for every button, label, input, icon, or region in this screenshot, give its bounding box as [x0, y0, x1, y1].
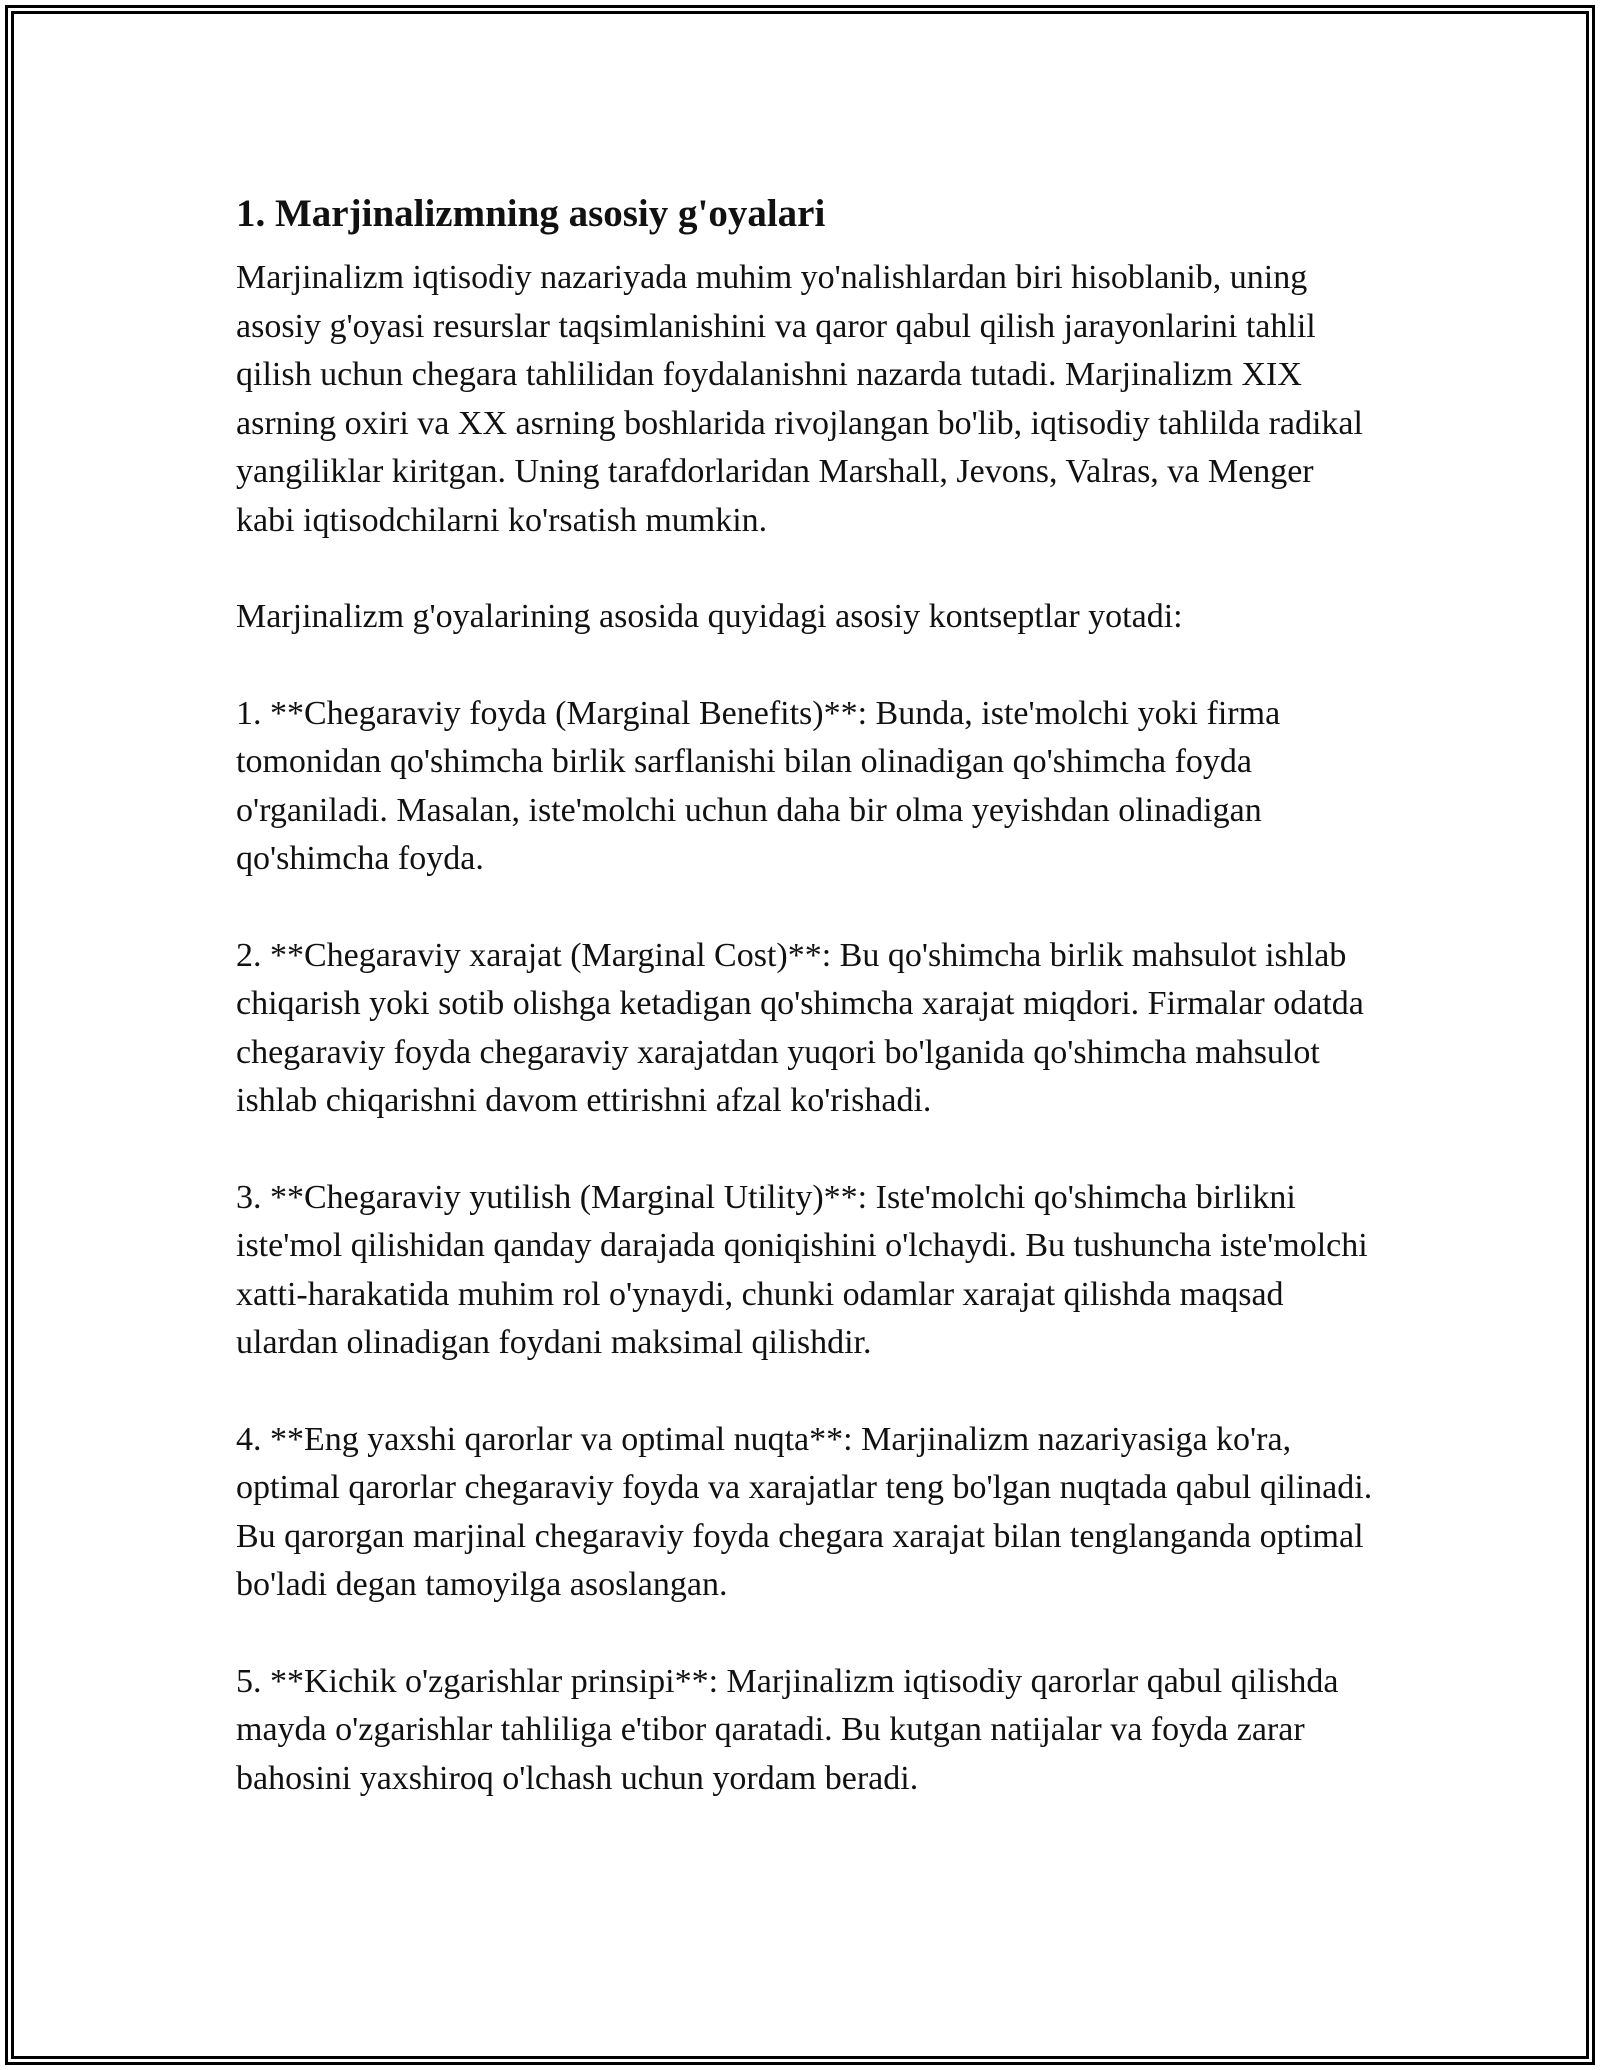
document-body [236, 186, 1376, 1851]
concept-small-changes: 5. **Kichik o'zgarishlar prinsipi**: Marjinalizm iqtisodiy qarorlar qabul qilishda mayda o'zgarishlar tahliliga e'tibor qaratadi. Bu kutgan natijalar va foyda zarar bahosini yaxshiroq o'lchash uchun yordam beradi. [236, 1662, 1339, 1797]
concept-optimal-point: 4. **Eng yaxshi qarorlar va optimal nuqta**: Marjinalizm nazariyasiga ko'ra, optimal qarorlar chegaraviy foyda va xarajatlar teng bo'lgan nuqtada qabul qilinadi. Bu qarorgan marjinal chegaraviy foyda chegara xarajat bilan tenglanganda optimal bo'ladi degan tamoyilga asoslangan. [236, 1420, 1373, 1603]
concept-marginal-utility: 3. **Chegaraviy yutilish (Marginal Utility)**: Iste'molchi qo'shimcha birlikni iste'mol qilishidan qanday darajada qoniqishini o'lchaydi. Bu tushuncha iste'molchi xatti-harakatida muhim rol o'ynaydi, chunki odamlar xarajat qilishda maqsad ulardan olinadigan foydani maksimal qilishdir. [236, 1178, 1368, 1361]
concept-marginal-cost: 2. **Chegaraviy xarajat (Marginal Cost)**: Bu qo'shimcha birlik mahsulot ishlab chiqarish yoki sotib olishga ketadigan qo'shimcha xarajat miqdori. Firmalar odatda chegaraviy foyda chegaraviy xarajatdan yuqori bo'lganida qo'shimcha mahsulot ishlab chiqarishni davom ettirishni afzal ko'rishadi. [236, 936, 1364, 1119]
concept-marginal-benefits: 1. **Chegaraviy foyda (Marginal Benefits)**: Bunda, iste'molchi yoki firma tomonidan qo'shimcha birlik sarflanishi bilan olinadigan qo'shimcha foyda o'rganiladi. Masalan, iste'molchi uchun daha bir olma yeyishdan olinadigan qo'shimcha foyda. [236, 694, 1281, 877]
concepts-lead-paragraph: Marjinalizm g'oyalarining asosida quyidagi asosiy kontseptlar yotadi: [236, 598, 1183, 635]
section-heading: 1. Marjinalizmning asosiy g'oyalari [236, 192, 826, 235]
intro-paragraph: Marjinalizm iqtisodiy nazariyada muhim yo'nalishlardan biri hisoblanib, uning asosiy g'oyasi resurslar taqsimlanishini va qaror qabul qilish jarayonlarini tahlil qilish uchun chegara tahlilidan foydalanishni nazarda tutadi. Marjinalizm XIX asrning oxiri va XX asrning boshlarida rivojlangan bo'lib, iqtisodiy tahlilda radikal yangiliklar kiritgan. Uning tarafdorlaridan Marshall, Jevons, Valras, va Menger kabi iqtisodchilarni ko'rsatish mumkin. [236, 259, 1363, 539]
